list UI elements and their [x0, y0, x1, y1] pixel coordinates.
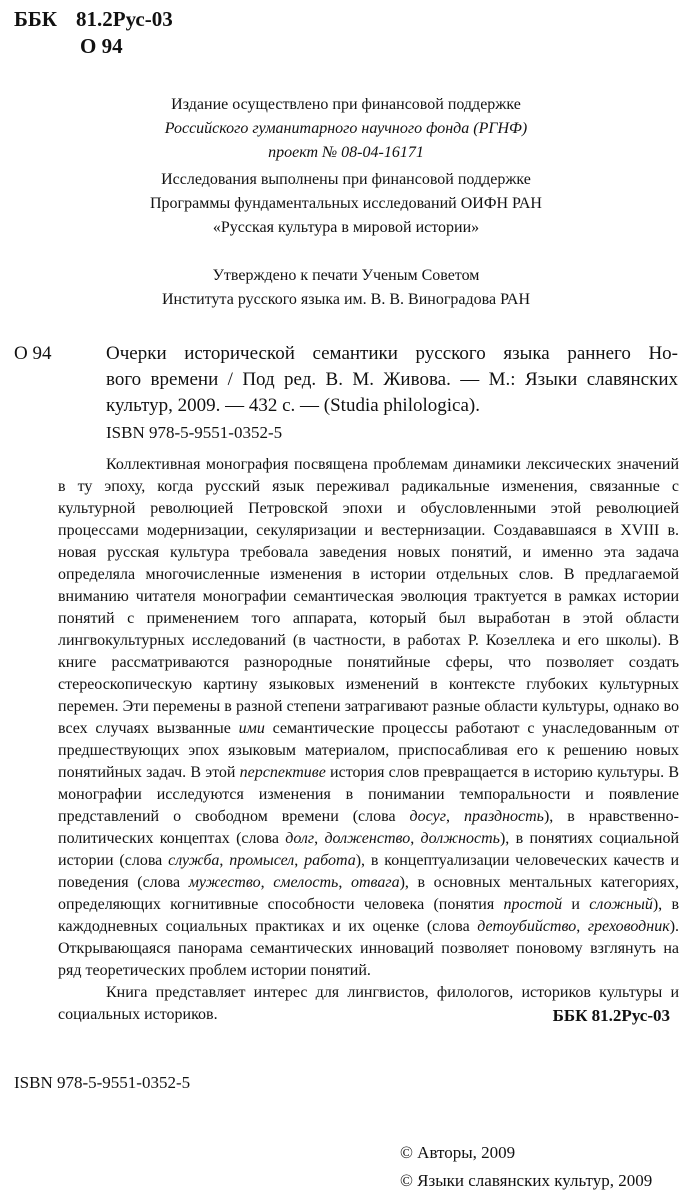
oifn-line-3: «Русская культура в мировой истории» — [212, 219, 480, 236]
author-index: О 94 — [14, 343, 52, 364]
copyright-authors: © Авторы, 2009 — [400, 1143, 516, 1162]
isbn-record: ISBN 978-5-9551-0352-5 — [106, 423, 283, 442]
annotation-paragraph-2: Книга представляет интерес для лингвистов, филологов, историков культуры и социальных историков. — [58, 984, 679, 1023]
bib-line-2: вого времени / Под ред. В. М. Живова. — М.: Языки славянских — [106, 369, 678, 390]
bbk-code: 81.2Рус-03 — [76, 7, 173, 31]
annotation-paragraph-1: Коллективная монография посвящена проблемам динамики лексических значений в ту эпоху, когда русский язык переживал радикальные изменения, связанные с культурной революцией Петровской эпохи и обусловленными этой революцией процессами модернизации, секуляризации и вестернизации. Создававшаяся в XVIII в. новая русская культура требовала заведения новых понятий, и именно эта задача определяла многочисленные изменения в истории отдельных слов. В предлагаемой вниманию читателя монографии семантическая эволюция трактуется в рамках истории понятий с применением того аппарата, который был выработан в этой области лингвокультурных исследований (в частности, в работах Р. Козеллека и его школы). В книге рассматриваются разнородные понятийные сферы, что позволяет создать стереоскопическую картину языковых изменений в контексте глубоких культурных перемен. Эти перемены в разной степени затрагивают разные области культуры, однако во всех случаях вызванные ими семантические процессы работают с унаследованным от предшествующих эпох языковым материалом, приспосабливая его к решению новых понятийных задач. В этой перспективе история слов превращается в историю культуры. В монографии исследуются изменения в понимании темпоральности и появление представлений о свободном времени (слова досуг, праздность), в нравственно-политических концептах (слова долг, долженство, должность), в понятиях социальной истории (слова служба, промысел, работа), в концептуализации человеческих качеств и поведения (слова мужество, смелость, отвага), в основных ментальных категориях, определяющих когнитивные способности человека (понятия простой и сложный), в каждодневных социальных практиках и их оценке (слова детоубийство, греховодник). Открывающаяся панорама семантических инноваций позволяет поновому взглянуть на ряд теоретических проблем истории понятий. — [58, 456, 680, 979]
bib-line-3: культур, 2009. — 432 с. — (Studia philologica). — [106, 395, 480, 416]
author-index-top: О 94 — [80, 34, 123, 58]
rgnf-support-block — [0, 93, 692, 165]
rgnf-line-3: проект № 08-04-16171 — [268, 144, 424, 161]
oifn-line-1: Исследования выполнены при финансовой поддержке — [161, 171, 531, 188]
annotation — [58, 454, 679, 1026]
copyright-publisher: © Языки славянских культур, 2009 — [400, 1171, 653, 1190]
isbn-footer: ISBN 978-5-9551-0352-5 — [14, 1073, 191, 1092]
bbk-footer-code: ББК 81.2Рус-03 — [552, 1006, 670, 1025]
rgnf-line-2: Российского гуманитарного научного фонда (РГНФ) — [164, 120, 528, 137]
rgnf-line-1: Издание осуществлено при финансовой поддержке — [171, 96, 521, 113]
approval-line-1: Утверждено к печати Ученым Советом — [212, 267, 480, 284]
bbk-header — [14, 6, 173, 32]
approval-block — [0, 264, 692, 312]
oifn-line-2: Программы фундаментальных исследований ОИФН РАН — [150, 195, 542, 212]
copyright-block — [400, 1139, 652, 1195]
bibliographic-record — [106, 341, 678, 419]
bbk-label: ББК — [14, 7, 57, 31]
oifn-support-block — [0, 168, 692, 240]
approval-line-2: Института русского языка им. В. В. Виноградова РАН — [161, 291, 531, 308]
bib-line-1: Очерки исторической семантики русского языка раннего Но- — [106, 343, 678, 364]
